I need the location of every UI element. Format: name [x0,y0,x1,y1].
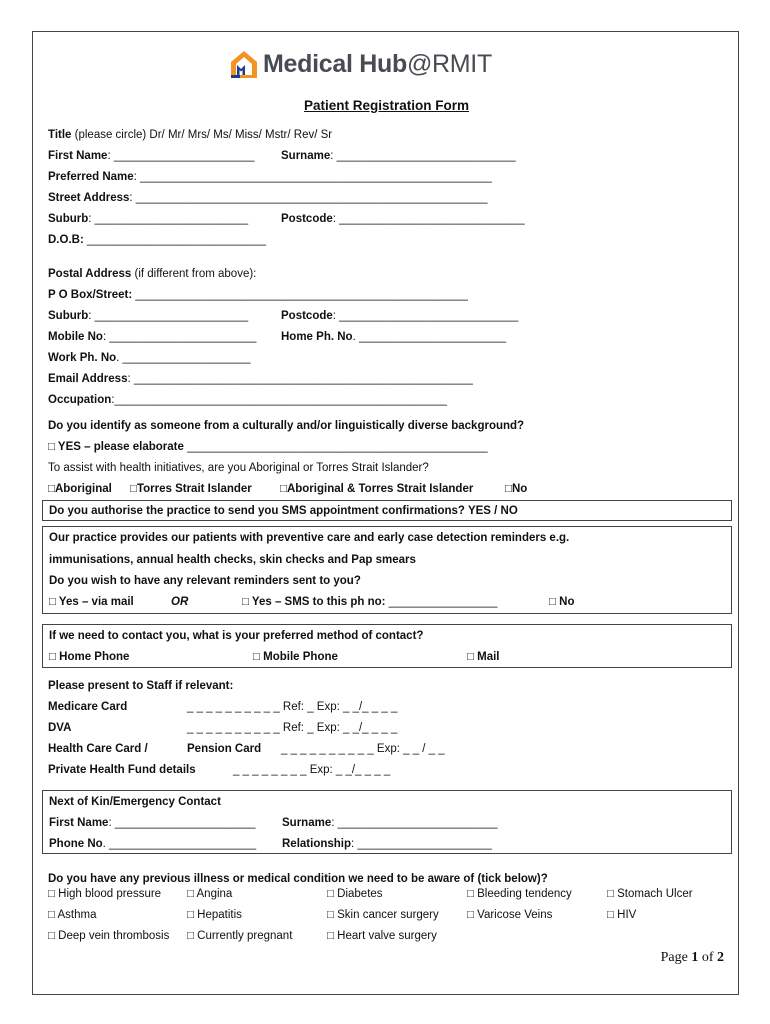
mobile-field[interactable]: Mobile No: _______________________ [48,331,257,343]
reminders-line-2: immunisations, annual health checks, skin checks and Pap smears [49,554,416,566]
next-of-kin-box [42,790,732,854]
atsi-option-aboriginal[interactable]: □Aboriginal [48,483,112,495]
condition-hepatitis[interactable]: □ Hepatitis [187,909,242,921]
first-name-field[interactable]: First Name: ______________________ [48,150,255,162]
atsi-option-both[interactable]: □Aboriginal & Torres Strait Islander [280,483,474,495]
condition-varicose-veins[interactable]: □ Varicose Veins [467,909,553,921]
suburb-field[interactable]: Suburb: ________________________ [48,213,249,225]
pension-card-label: Pension Card [187,743,262,755]
postal-postcode-field[interactable]: Postcode: ____________________________ [281,310,519,322]
nok-surname-field[interactable]: Surname: _________________________ [282,817,498,829]
brand-name: Medical Hub@RMIT [263,50,492,78]
reminders-line-1: Our practice provides our patients with preventive care and early case detection reminders e.g. [49,532,570,544]
page-number: Page 1 of 2 [660,950,724,965]
contact-home-phone-option[interactable]: □ Home Phone [49,651,130,663]
condition-asthma[interactable]: □ Asthma [48,909,97,921]
contact-mobile-phone-option[interactable]: □ Mobile Phone [253,651,338,663]
title-row [48,128,332,142]
nok-heading: Next of Kin/Emergency Contact [49,796,221,808]
cald-yes-option[interactable]: □ YES – please elaborate _______________________________________________ [48,441,488,453]
condition-angina[interactable]: □ Angina [187,888,233,900]
form-title: Patient Registration Form [303,98,470,113]
postcode-field[interactable]: Postcode: _____________________________ [281,213,525,225]
sms-consent-text[interactable]: Do you authorise the practice to send you SMS appointment confirmations? YES / NO [49,505,518,517]
condition-deep-vein-thrombosis[interactable]: □ Deep vein thrombosis [48,930,170,942]
reminder-mail-option[interactable]: □ Yes – via mail [49,596,134,608]
nok-relationship-field[interactable]: Relationship: _____________________ [282,838,492,850]
cards-heading: Please present to Staff if relevant: [48,680,234,692]
reminder-sms-option[interactable]: □ Yes – SMS to this ph no: _________________ [242,596,498,608]
reminder-no-option[interactable]: □ No [549,596,575,608]
preferred-name-field[interactable]: Preferred Name: _______________________________________________________ [48,171,492,183]
email-field[interactable]: Email Address: _____________________________________________________ [48,373,473,385]
private-health-fund-label: Private Health Fund details [48,764,196,776]
health-care-card-field[interactable]: _ _ _ _ _ _ _ _ _ _ Exp: _ _ / _ _ [281,743,445,755]
form-page [32,31,739,995]
conditions-question: Do you have any previous illness or medical condition we need to be aware of (tick below)? [48,873,548,885]
title-options[interactable]: (please circle) Dr/ Mr/ Mrs/ Ms/ Miss/ Mstr/ Rev/ Sr [74,129,333,141]
condition-diabetes[interactable]: □ Diabetes [327,888,383,900]
street-address-field[interactable]: Street Address: _______________________________________________________ [48,192,488,204]
private-health-fund-field[interactable]: _ _ _ _ _ _ _ _ Exp: _ _/_ _ _ _ [233,764,391,776]
surname-field[interactable]: Surname: ____________________________ [281,150,516,162]
nok-phone-field[interactable]: Phone No. _______________________ [49,838,257,850]
condition-heart-valve-surgery[interactable]: □ Heart valve surgery [327,930,437,942]
dva-label: DVA [48,722,72,734]
medical-hub-logo-icon [228,48,260,80]
pobox-field[interactable]: P O Box/Street: ____________________________________________________ [48,289,468,301]
contact-question: If we need to contact you, what is your preferred method of contact? [49,630,424,642]
work-phone-field[interactable]: Work Ph. No. ____________________ [48,352,251,364]
condition-stomach-ulcer[interactable]: □ Stomach Ulcer [607,888,693,900]
condition-high-blood-pressure[interactable]: □ High blood pressure [48,888,162,900]
occupation-field[interactable]: Occupation:____________________________________________________ [48,394,448,406]
condition-skin-cancer-surgery[interactable]: □ Skin cancer surgery [327,909,439,921]
contact-method-box [42,624,732,668]
reminders-question: Do you wish to have any relevant reminders sent to you? [49,575,361,587]
condition-hiv[interactable]: □ HIV [607,909,637,921]
title-label: Title [48,129,72,141]
condition-bleeding-tendency[interactable]: □ Bleeding tendency [467,888,572,900]
postal-address-heading: Postal Address (if different from above): [48,268,257,280]
nok-first-name-field[interactable]: First Name: ______________________ [49,817,256,829]
reminders-box [42,526,732,614]
condition-currently-pregnant[interactable]: □ Currently pregnant [187,930,293,942]
home-phone-field[interactable]: Home Ph. No. _______________________ [281,331,507,343]
reminder-or: OR [171,596,189,608]
contact-mail-option[interactable]: □ Mail [467,651,500,663]
atsi-option-no[interactable]: □No [505,483,528,495]
medicare-label: Medicare Card [48,701,128,713]
postal-suburb-field[interactable]: Suburb: ________________________ [48,310,249,322]
sms-consent-box [42,500,732,521]
dob-field[interactable]: D.O.B: ____________________________ [48,234,267,246]
atsi-question: To assist with health initiatives, are you Aboriginal or Torres Strait Islander? [48,462,429,474]
atsi-option-torres[interactable]: □Torres Strait Islander [130,483,252,495]
cald-question: Do you identify as someone from a culturally and/or linguistically diverse background? [48,420,525,432]
medicare-field[interactable]: _ _ _ _ _ _ _ _ _ _ Ref: _ Exp: _ _/_ _ _ _ [187,701,398,713]
health-care-card-label: Health Care Card / [48,743,148,755]
dva-field[interactable]: _ _ _ _ _ _ _ _ _ _ Ref: _ Exp: _ _/_ _ _ _ [187,722,398,734]
